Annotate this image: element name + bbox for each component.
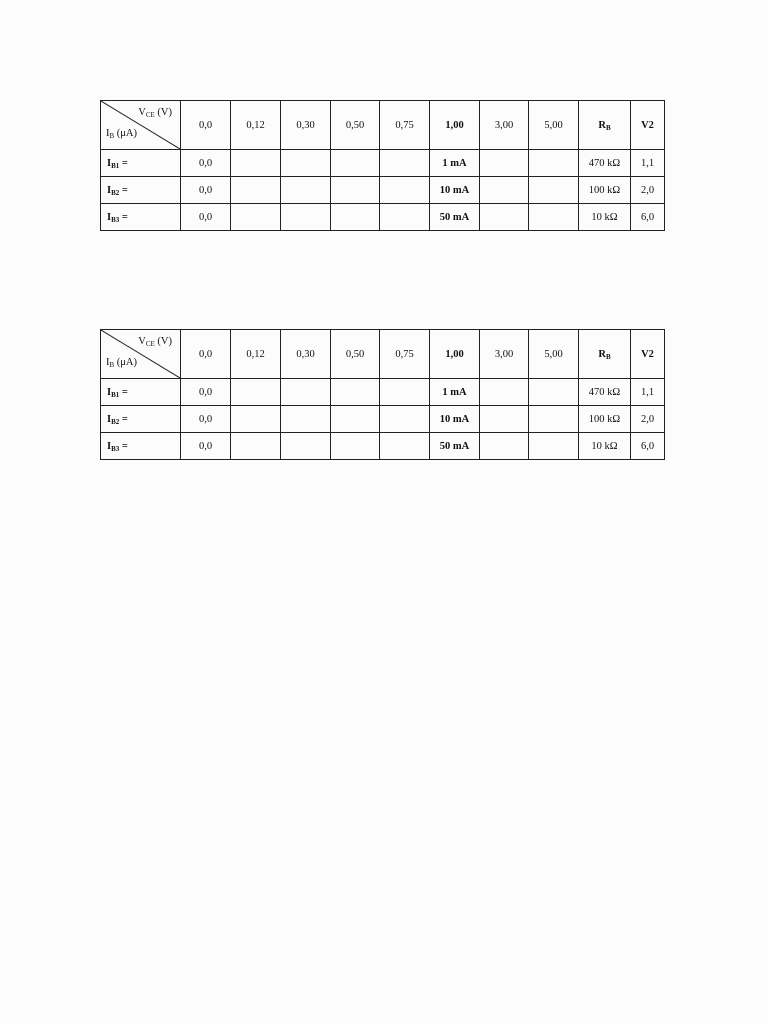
table-cell [529,379,579,406]
v2-cell: 6,0 [631,433,665,460]
table-row [101,177,665,204]
vce-header-cell: 0,50 [331,330,380,379]
table-cell [480,433,529,460]
table-row [101,379,665,406]
header-row [101,101,665,150]
v2-cell: 6,0 [631,204,665,231]
table-cell [231,379,281,406]
table-cell: 50 mA [430,433,480,460]
row-label: $I_{B1}$ = [101,379,181,406]
vce-header-cell: 0,0 [181,101,231,150]
table-cell: 0,0 [181,379,231,406]
table-cell: 10 mA [430,177,480,204]
vce-header-cell: 1,00 [430,330,480,379]
table-cell [281,406,331,433]
table-cell: 0,0 [181,433,231,460]
table-row [101,433,665,460]
table-cell: 1 mA [430,379,480,406]
v2-cell: 1,1 [631,150,665,177]
table-cell [231,150,281,177]
vce-axis-label: $V_{CE}$ (V) [138,336,172,348]
vce-header-cell: 0,50 [331,101,380,150]
table-cell [529,150,579,177]
table-cell [231,406,281,433]
v2-header-cell: V2 [631,330,665,379]
table-cell [331,433,380,460]
table-cell [480,406,529,433]
vce-header-cell: 0,30 [281,101,331,150]
v2-header-cell: V2 [631,101,665,150]
table-cell [331,177,380,204]
table-cell [380,204,430,231]
vce-header-cell: 0,12 [231,330,281,379]
table-cell [480,150,529,177]
table-cell: 0,0 [181,150,231,177]
rb-cell: 470 kΩ [579,150,631,177]
table-cell [331,204,380,231]
table-cell: 0,0 [181,406,231,433]
vce-axis-label: $V_{CE}$ (V) [138,107,172,119]
vce-header-cell: 0,75 [380,330,430,379]
row-label: $I_{B3}$ = [101,204,181,231]
table-cell: 10 mA [430,406,480,433]
table-cell [529,433,579,460]
table-cell [281,177,331,204]
ib-axis-label: $I_B$ (μA) [106,128,138,140]
table-cell [281,379,331,406]
table-cell [281,204,331,231]
table-cell [380,177,430,204]
table-cell [480,379,529,406]
table-row [101,150,665,177]
table-cell [281,433,331,460]
vce-header-cell: 5,00 [529,330,579,379]
table-cell [331,406,380,433]
vce-header-cell: 3,00 [480,330,529,379]
table-row [101,204,665,231]
measurement-table-2 [100,329,665,460]
corner-header-cell [101,101,181,150]
table-cell [480,177,529,204]
table-cell: 1 mA [430,150,480,177]
table-cell: 0,0 [181,204,231,231]
rb-header-cell: $R_B$ [579,330,631,379]
ib-axis-label: $I_B$ (μA) [106,357,138,369]
vce-header-cell: 0,0 [181,330,231,379]
row-label: $I_{B1}$ = [101,150,181,177]
vce-header-cell: 3,00 [480,101,529,150]
table-cell [380,379,430,406]
rb-cell: 100 kΩ [579,406,631,433]
table-cell [380,150,430,177]
rb-cell: 100 kΩ [579,177,631,204]
table-cell: 50 mA [430,204,480,231]
table-cell [380,406,430,433]
table-cell [380,433,430,460]
rb-cell: 470 kΩ [579,379,631,406]
row-label: $I_{B2}$ = [101,406,181,433]
table-cell [529,204,579,231]
corner-header-cell [101,330,181,379]
table-cell [231,177,281,204]
v2-cell: 2,0 [631,177,665,204]
table-cell [529,406,579,433]
rb-cell: 10 kΩ [579,204,631,231]
vce-header-cell: 0,30 [281,330,331,379]
vce-header-cell: 1,00 [430,101,480,150]
rb-cell: 10 kΩ [579,433,631,460]
row-label: $I_{B2}$ = [101,177,181,204]
vce-header-cell: 0,75 [380,101,430,150]
table-cell [231,433,281,460]
table-row [101,406,665,433]
header-row [101,330,665,379]
vce-header-cell: 5,00 [529,101,579,150]
table-cell [331,379,380,406]
table-cell [331,150,380,177]
table-cell: 0,0 [181,177,231,204]
table-cell [231,204,281,231]
table-cell [529,177,579,204]
v2-cell: 1,1 [631,379,665,406]
rb-header-cell: $R_B$ [579,101,631,150]
measurement-table-1 [100,100,665,231]
v2-cell: 2,0 [631,406,665,433]
table-cell [281,150,331,177]
row-label: $I_{B3}$ = [101,433,181,460]
vce-header-cell: 0,12 [231,101,281,150]
table-cell [480,204,529,231]
